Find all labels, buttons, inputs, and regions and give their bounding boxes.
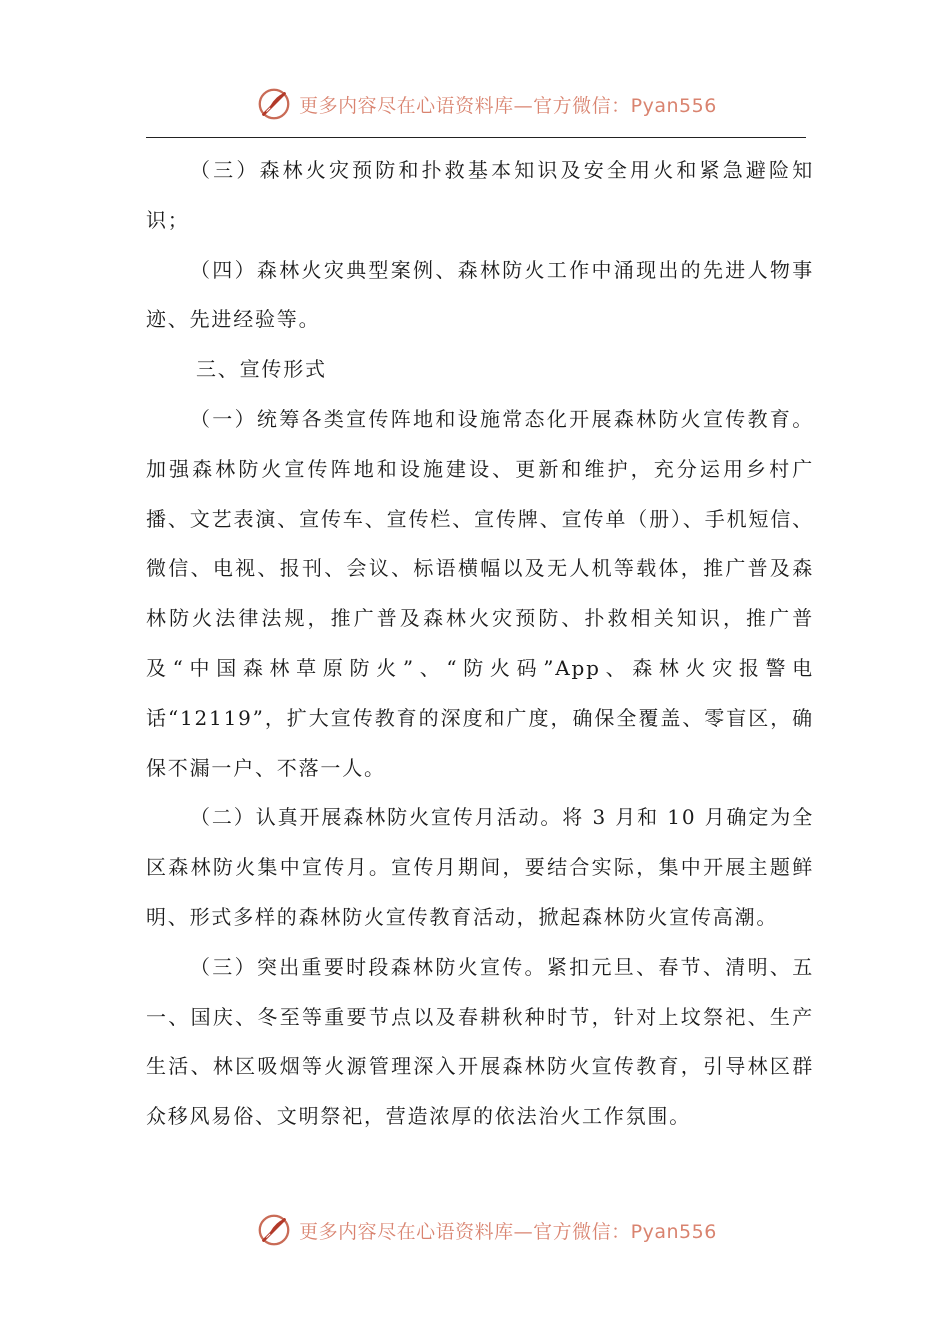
header-banner	[0, 82, 950, 126]
paragraph-form-2: （二）认真开展森林防火宣传月活动。将 3 月和 10 月确定为全区森林防火集中宣传月。宣传月期间，要结合实际，集中开展主题鲜明、形式多样的森林防火宣传教育活动，掀起森林防火宣传高潮。	[146, 805, 814, 929]
paragraph-form-3: （三）突出重要时段森林防火宣传。紧扣元旦、春节、清明、五一、国庆、冬至等重要节点以及春耕秋种时节，针对上坟祭祀、生产生活、林区吸烟等火源管理深入开展森林防火宣传教育，引导林区群众移风易俗、文明祭祀，营造浓厚的依法治火工作氛围。	[146, 954, 814, 1129]
paragraph-form-1: （一）统筹各类宣传阵地和设施常态化开展森林防火宣传教育。加强森林防火宣传阵地和设施建设、更新和维护，充分运用乡村广播、文艺表演、宣传车、宣传栏、宣传牌、宣传单（册）、手机短信、微信、电视、报刊、会议、标语横幅以及无人机等载体，推广普及森林防火法律法规，推广普及森林火灾预防、扑救相关知识，推广普及“中国森林草原防火”、“防火码”App、森林火灾报警电话“12119”，扩大宣传教育的深度和广度，确保全覆盖、零盲区，确保不漏一户、不落一人。	[146, 406, 814, 780]
header-banner-text: 更多内容尽在心语资料库—官方微信：	[299, 94, 631, 117]
document-body	[146, 146, 814, 1142]
footer-banner-label	[299, 1217, 717, 1244]
footer-banner	[0, 1208, 950, 1252]
header-divider	[146, 137, 806, 138]
footer-banner-id: Pyan556	[630, 1220, 717, 1243]
quill-logo-icon	[255, 1211, 293, 1249]
header-banner-label	[299, 91, 717, 118]
footer-banner-text: 更多内容尽在心语资料库—官方微信：	[299, 1220, 631, 1243]
quill-logo-icon	[255, 85, 293, 123]
paragraph-item-4: （四）森林火灾典型案例、森林防火工作中涌现出的先进人物事迹、先进经验等。	[146, 257, 814, 332]
header-banner-id: Pyan556	[630, 94, 717, 117]
paragraph-item-3: （三）森林火灾预防和扑救基本知识及安全用火和紧急避险知识；	[146, 158, 814, 232]
section-heading: 三、宣传形式	[196, 357, 327, 382]
